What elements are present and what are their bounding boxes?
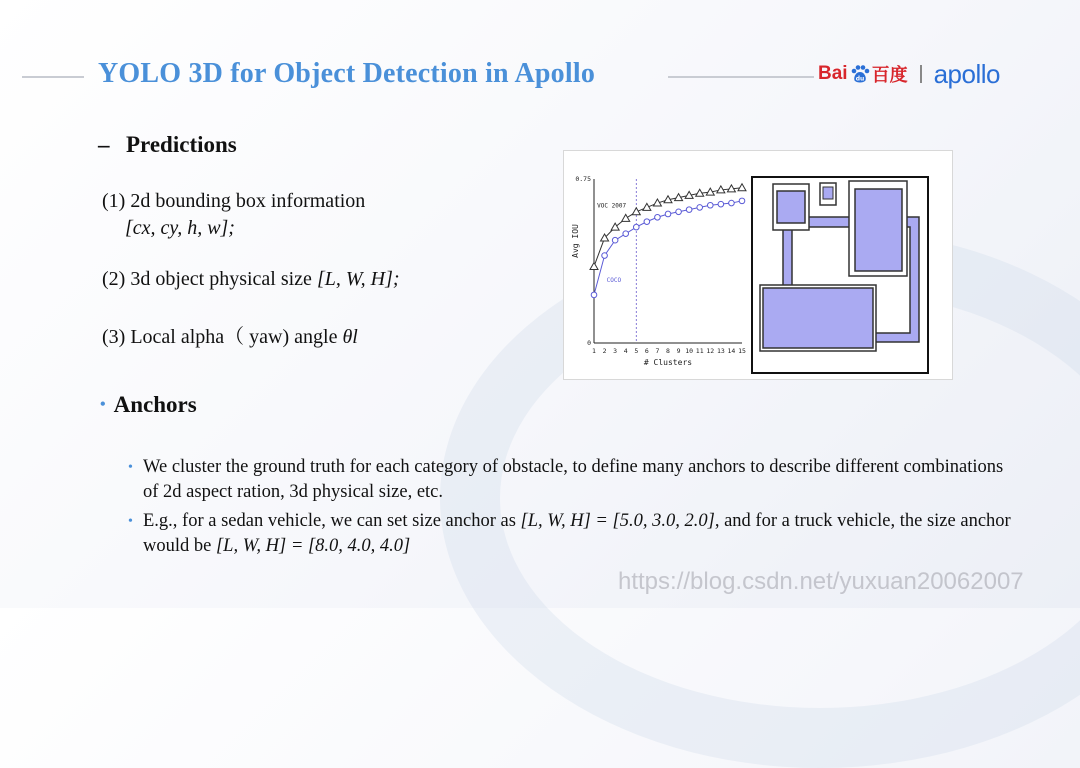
coco-point [697, 205, 703, 211]
coco-point [686, 207, 692, 213]
truck-anchor-math: [L, W, H] = [8.0, 4.0, 4.0] [215, 536, 411, 556]
clustering-figure [563, 150, 953, 380]
x-tick-label: 8 [666, 347, 670, 355]
anchors-heading [100, 392, 197, 418]
prediction-item-2-text: (2) 3d object physical size [102, 268, 312, 290]
watermark: https://blog.csdn.net/yuxuan20062007 [618, 568, 1024, 595]
x-tick-label: 3 [613, 347, 618, 355]
box-diagram [752, 177, 928, 373]
x-tick-label: 4 [623, 347, 628, 355]
baidu-du-label: du [855, 75, 864, 83]
prediction-item-3-math: θl [342, 326, 358, 348]
prediction-item-3 [102, 320, 358, 349]
x-tick-label: 6 [644, 347, 649, 355]
voc-point [632, 208, 640, 215]
y-axis-label: Avg IOU [571, 224, 580, 258]
x-tick-label: 2 [602, 347, 607, 355]
bullet-dot: • [128, 460, 133, 475]
prediction-item-3-text: (3) Local alpha（ yaw) angle [102, 326, 338, 348]
y-tick-label: 0.75 [575, 175, 591, 183]
logo-group [818, 56, 1000, 92]
prediction-item-2-math: [L, W, H]; [316, 268, 400, 290]
x-tick-label: 10 [685, 347, 694, 355]
anchor-box-wide [763, 288, 873, 348]
legend-coco: COCO [606, 276, 622, 284]
x-tick-label: 15 [738, 347, 746, 355]
anchor-box-tiny [823, 187, 833, 199]
x-axis-label: # Clusters [643, 358, 693, 367]
anchor-box-tall [855, 189, 902, 271]
anchors-bullet-2-text-b: , and for a truck vehicle, the size anchor would be [143, 511, 1011, 556]
coco-point [602, 253, 608, 259]
baidu-chinese: 百度 [871, 65, 908, 85]
coco-point [612, 237, 618, 243]
y-tick-label: 0 [587, 339, 591, 347]
prediction-item-1-text: (1) 2d bounding box information [102, 190, 366, 212]
coco-point [676, 209, 682, 215]
anchors-bullet-1 [128, 455, 1023, 505]
predictions-heading-text: Predictions [126, 132, 237, 157]
avg-iou-chart [571, 175, 746, 367]
prediction-item-1 [102, 190, 365, 213]
anchors-bullet-2-text-a: E.g., for a sedan vehicle, we can set size anchor as [143, 511, 516, 531]
voc-point [738, 184, 746, 191]
coco-point [655, 214, 661, 220]
x-tick-label: 11 [695, 347, 704, 355]
x-tick-label: 9 [676, 347, 681, 355]
coco-point [644, 219, 650, 225]
baidu-logo [818, 61, 908, 87]
predictions-heading [98, 132, 237, 158]
slide-title: YOLO 3D for Object Detection in Apollo [98, 58, 596, 89]
baidu-latin: Bai [818, 63, 848, 84]
figure-svg [564, 151, 952, 379]
title-rule-right [668, 76, 814, 78]
anchor-box-small [777, 191, 805, 223]
x-tick-label: 12 [706, 347, 715, 355]
bullet-dot: • [128, 514, 133, 529]
prediction-item-1-math: [cx, cy, h, w]; [125, 217, 235, 239]
anchors-bullet-2 [128, 509, 1023, 559]
coco-point [739, 198, 745, 204]
coco-point [718, 201, 724, 207]
anchors-heading-text: Anchors [113, 392, 197, 417]
voc-point [622, 214, 630, 221]
apollo-logo: apollo [933, 58, 1000, 89]
coco-point [623, 231, 629, 237]
coco-point [633, 224, 639, 230]
voc-point [643, 203, 651, 210]
legend-voc: VOC 2007 [597, 202, 627, 210]
sedan-anchor-math: [L, W, H] = [5.0, 3.0, 2.0] [520, 511, 715, 531]
voc-point [590, 262, 598, 269]
coco-point [591, 292, 597, 298]
x-tick-label: 13 [716, 347, 725, 355]
baidu-paw-icon [850, 64, 870, 84]
x-tick-label: 14 [727, 347, 736, 355]
x-tick-label: 1 [592, 347, 596, 355]
coco-point [707, 202, 713, 208]
coco-point [729, 200, 735, 206]
anchors-bullet-1-text: We cluster the ground truth for each category of obstacle, to define many anchors to describe different combinations of 2d aspect ration, 3d physical size, etc. [143, 457, 1004, 502]
x-tick-label: 7 [655, 347, 660, 355]
x-tick-label: 5 [634, 347, 639, 355]
predictions-marker: – [98, 132, 110, 157]
prediction-item-2 [102, 268, 400, 291]
title-rule-left [22, 76, 84, 78]
anchors-marker: • [100, 396, 106, 413]
logo-separator [920, 65, 922, 83]
coco-point [665, 211, 671, 217]
